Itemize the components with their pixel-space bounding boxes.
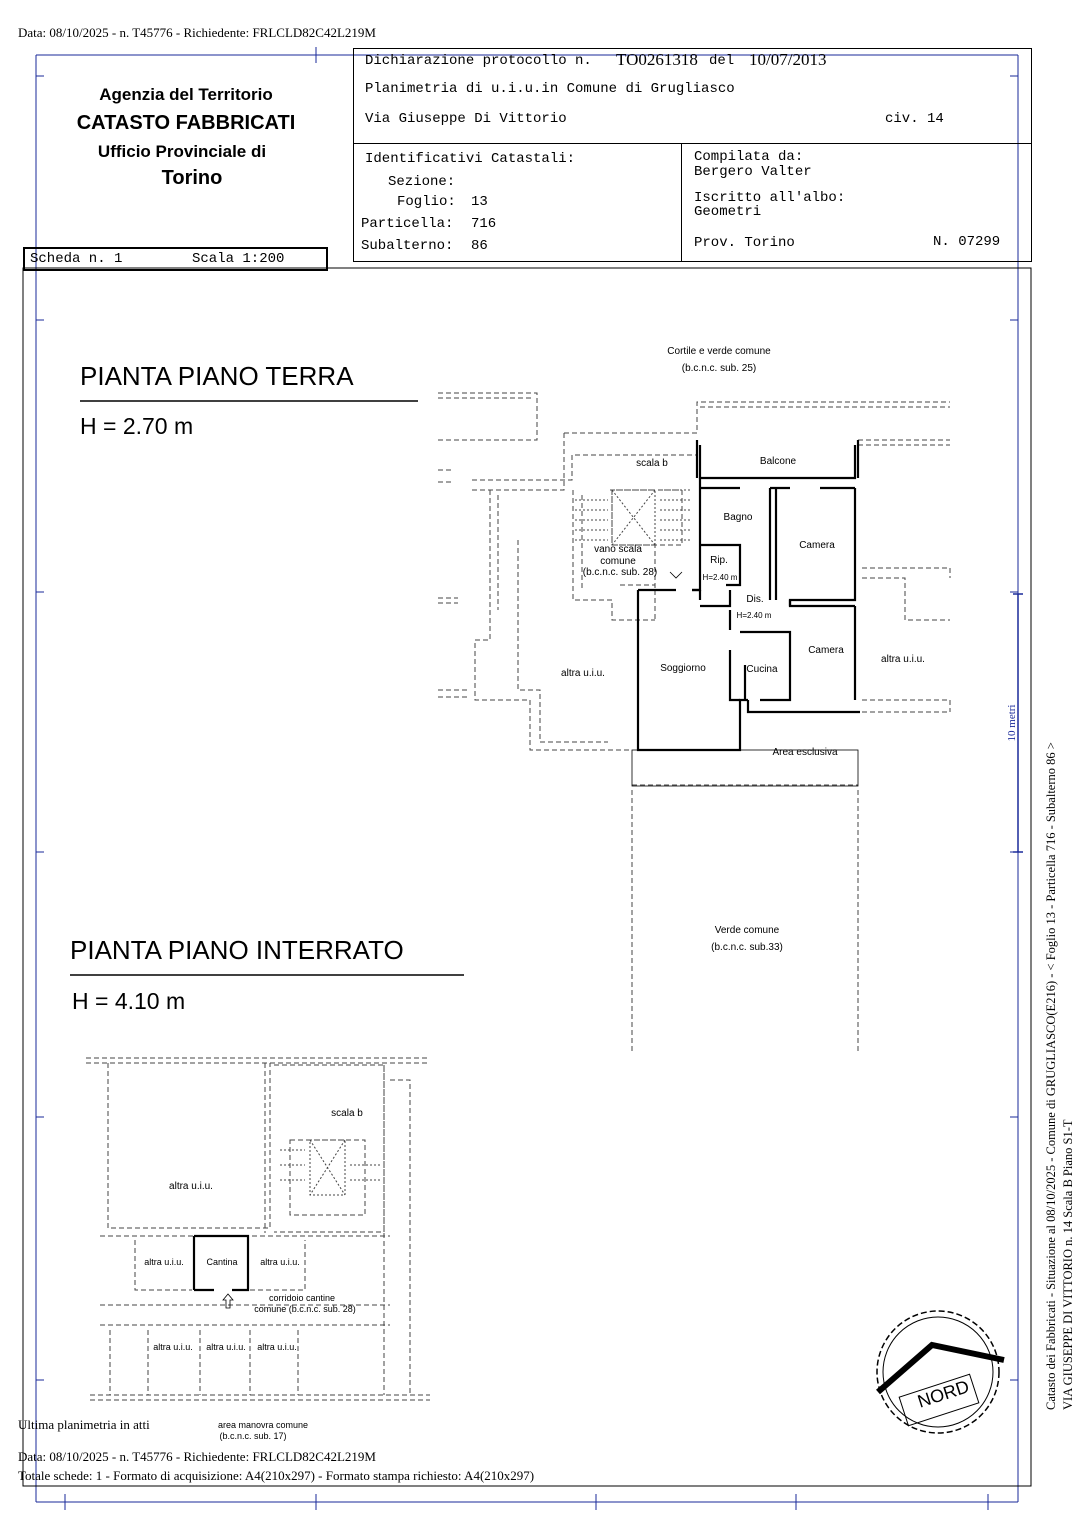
civ-text: civ. 14: [885, 111, 944, 127]
soggiorno-label: Soggiorno: [660, 663, 706, 674]
cortile-label-2: (b.c.n.c. sub. 25): [681, 363, 757, 374]
bottom-meta-1: Data: 08/10/2025 - n. T45776 - Richiedente: FRLCLD82C42L219M: [18, 1449, 376, 1464]
altra-right-label: altra u.i.u.: [881, 654, 925, 665]
terra-title: PIANTA PIANO TERRA: [80, 361, 354, 391]
del-label: del: [709, 53, 735, 69]
scala-label: Scala 1:200: [192, 251, 285, 267]
verde-label-2: (b.c.n.c. sub.33): [711, 942, 783, 953]
area-esclusiva-label: Area esclusiva: [772, 747, 838, 758]
scale-bar-label: 10 metri: [1006, 704, 1018, 742]
bagno-label: Bagno: [723, 512, 753, 523]
agency-line2: CATASTO FABBRICATI: [76, 112, 296, 134]
cantina-label: Cantina: [206, 1257, 238, 1267]
compilata-box: [681, 143, 1032, 262]
interrato-altra-2: altra u.i.u.: [260, 1257, 300, 1267]
scheda-label: Scheda n. 1: [30, 251, 123, 267]
bottom-meta-2: Totale schede: 1 - Formato di acquisizione: A4(210x297) - Formato stampa richiesto: A4(210x297): [18, 1468, 535, 1483]
vano-label-3: (b.c.n.c. sub. 28): [582, 567, 658, 578]
interrato-height: H = 4.10 m: [72, 988, 186, 1014]
header-box: [353, 48, 1032, 144]
agency-line4: Torino: [161, 167, 223, 189]
rip-label: Rip.: [710, 555, 728, 566]
manovra-label-1: area manovra comune: [217, 1420, 309, 1430]
rip-height: H=2.40 m: [702, 573, 738, 582]
compilata-name: Bergero Valter: [694, 164, 812, 180]
interrato-altra-3: altra u.i.u.: [153, 1342, 193, 1352]
manovra-label-2: (b.c.n.c. sub. 17): [219, 1431, 287, 1441]
corridoio-label-1: corridoio cantine: [268, 1293, 336, 1303]
interrato-title: PIANTA PIANO INTERRATO: [70, 935, 404, 965]
foglio-label: Foglio:: [397, 194, 456, 210]
terra-neighbours: [438, 393, 950, 1052]
sezione-label: Sezione:: [388, 174, 456, 190]
camera-label-2: Camera: [808, 645, 844, 656]
protocol-number: TO0261318: [616, 50, 698, 69]
cortile-label-1: Cortile e verde comune: [667, 346, 771, 357]
subalterno-label: Subalterno:: [361, 238, 454, 254]
corridoio-label-2: comune (b.c.n.c. sub. 28): [254, 1304, 356, 1314]
street-text: Via Giuseppe Di Vittorio: [365, 111, 567, 127]
protocol-date: 10/07/2013: [749, 50, 827, 69]
foglio-value: 13: [471, 194, 488, 210]
scheda-box: [23, 247, 328, 271]
agency-line1: Agenzia del Territorio: [99, 85, 273, 104]
drawing-border: [23, 268, 1031, 1486]
side-text-2: VIA GIUSEPPE DI VITTORIO n. 14 Scala B Piano S1-T: [1061, 1119, 1075, 1410]
subalterno-value: 86: [471, 238, 488, 254]
identificativi-box: [353, 143, 682, 262]
planimetria-text: Planimetria di u.i.u.in Comune di Grugliasco: [365, 81, 735, 97]
albo-value: Geometri: [694, 204, 762, 220]
ultima-planimetria: Ultima planimetria in atti: [18, 1417, 150, 1432]
albo-number: N. 07299: [933, 234, 1001, 250]
nord-label: NORD: [915, 1376, 972, 1412]
iscritto-label: Iscritto all'albo:: [694, 190, 846, 206]
camera-label-1: Camera: [799, 540, 835, 551]
compilata-title: Compilata da:: [694, 149, 804, 165]
dis-label: Dis.: [746, 594, 764, 605]
interrato-altra-5: altra u.i.u.: [257, 1342, 297, 1352]
dis-height: H=2.40 m: [736, 611, 772, 620]
prov-label: Prov. Torino: [694, 235, 795, 251]
vano-label-1: vano scala: [594, 544, 642, 555]
terra-scala-b: scala b: [636, 458, 668, 469]
cucina-label: Cucina: [746, 664, 778, 675]
particella-label: Particella:: [361, 216, 454, 232]
top-meta: Data: 08/10/2025 - n. T45776 - Richiedente: FRLCLD82C42L219M: [18, 25, 376, 40]
terra-height: H = 2.70 m: [80, 413, 194, 439]
dichiarazione-prefix: Dichiarazione protocollo n.: [365, 53, 592, 69]
verde-label-1: Verde comune: [714, 925, 780, 936]
interrato-altra-big: altra u.i.u.: [169, 1181, 213, 1192]
particella-value: 716: [471, 216, 497, 232]
interrato-scala-b: scala b: [331, 1108, 363, 1119]
interrato-altra-4: altra u.i.u.: [206, 1342, 246, 1352]
terra-stairs: [575, 490, 690, 545]
interrato-altra-1: altra u.i.u.: [144, 1257, 184, 1267]
side-text-1: Catasto dei Fabbricati - Situazione al 08/10/2025 - Comune di GRUGLIASCO(E216) - < Foglio 13 - Particella 716 - Subalterno 86 >: [1044, 742, 1058, 1410]
altra-left-label: altra u.i.u.: [561, 668, 605, 679]
identificativi-title: Identificativi Catastali:: [365, 151, 576, 167]
north-arrow: [877, 1311, 1004, 1433]
vano-label-2: comune: [600, 556, 636, 567]
agency-line3: Ufficio Provinciale di: [97, 142, 267, 161]
balcone-label: Balcone: [759, 456, 797, 467]
